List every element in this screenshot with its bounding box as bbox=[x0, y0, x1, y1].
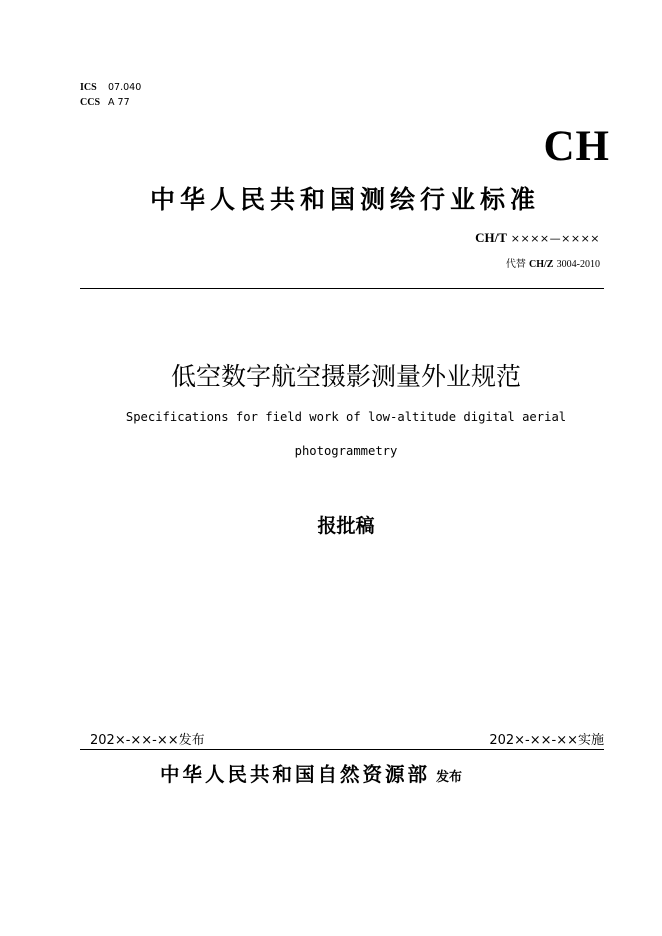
header-divider bbox=[80, 288, 604, 289]
draft-status: 报批稿 bbox=[317, 515, 375, 537]
document-title-english-line2: photogrammetry bbox=[294, 444, 398, 458]
classification-codes bbox=[80, 80, 141, 110]
standard-number bbox=[475, 230, 600, 246]
footer-divider bbox=[80, 749, 604, 750]
replaces-code: CH/Z bbox=[529, 259, 554, 270]
ics-value: 07.040 bbox=[108, 82, 142, 93]
ccs-label: CCS bbox=[80, 97, 101, 108]
implement-date: 202×-××-××实施 bbox=[489, 733, 604, 748]
document-title-english-line1: Specifications for field work of low-altitude digital aerial bbox=[125, 410, 567, 424]
standard-prefix: CH/T bbox=[475, 230, 507, 245]
replaces-line bbox=[506, 255, 600, 270]
publisher-line bbox=[160, 759, 462, 787]
ch-mark: CH bbox=[543, 123, 610, 170]
ics-label: ICS bbox=[80, 82, 97, 93]
ccs-code bbox=[80, 95, 141, 110]
ccs-value: A 77 bbox=[108, 97, 130, 108]
standard-number-value: ××××—×××× bbox=[510, 232, 600, 245]
replaces-label: 代替 bbox=[505, 259, 526, 270]
publish-date: 202×-××-××发布 bbox=[90, 733, 205, 748]
replaces-number: 3004-2010 bbox=[556, 259, 600, 270]
ics-code bbox=[80, 80, 141, 95]
publish-word: 发布 bbox=[436, 770, 463, 785]
publisher-name: 中华人民共和国自然资源部 bbox=[160, 763, 431, 786]
document-title-chinese: 低空数字航空摄影测量外业规范 bbox=[170, 362, 521, 391]
industry-standard-title: 中华人民共和国测绘行业标准 bbox=[149, 185, 540, 214]
